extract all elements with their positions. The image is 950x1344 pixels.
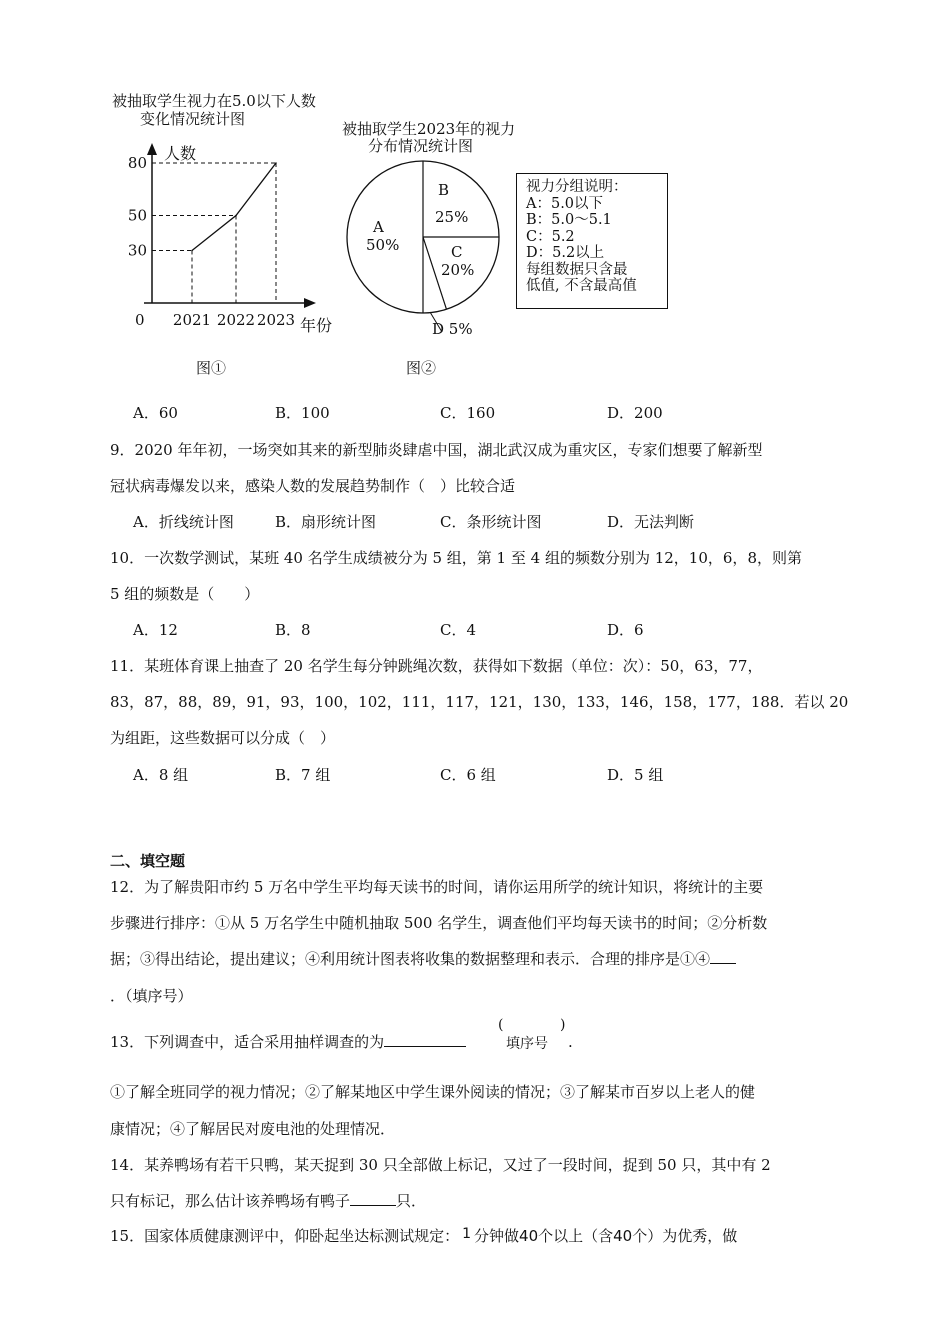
q9-option-a[interactable]: A．折线统计图: [133, 513, 234, 531]
x-tick-label: 2023: [256, 311, 296, 329]
q15-line-1: [110, 1225, 737, 1246]
slice-c-name: C: [451, 243, 463, 261]
x-tick-label: 2022: [216, 311, 256, 329]
legend-c: C：5.2: [526, 228, 575, 245]
q12-line-1: 12．为了解贵阳市约 5 万名中学生平均每天读书的时间，请你运用所学的统计知识，将统计的主要: [110, 878, 764, 896]
pie-chart: [340, 155, 510, 345]
legend-b: B：5.0～5.1: [526, 212, 612, 228]
legend-title: 视力分组说明：: [526, 179, 628, 195]
q8-option-c[interactable]: C．160: [440, 404, 496, 422]
q12-line-3-text: 据；③得出结论，提出建议；④利用统计图表将收集的数据整理和表示．合理的排序是①④: [110, 950, 711, 968]
q13-line-2: ①了解全班同学的视力情况；②了解某地区中学生课外阅读的情况；③了解某市百岁以上老人的健: [110, 1083, 756, 1101]
q13-text: 13．下列调查中，适合采用抽样调查的为: [110, 1033, 385, 1051]
origin-label: 0: [135, 311, 145, 329]
y-axis-label: 人数: [164, 144, 197, 163]
section-title: 二、填空题: [110, 852, 186, 870]
q11-line-3: 为组距，这些数据可以分成（ ）: [110, 729, 336, 747]
legend-box: [516, 173, 668, 309]
q13-answer-blank[interactable]: [384, 1032, 466, 1047]
x-tick-label: 2021: [172, 311, 212, 329]
q10-line-2: 5 组的频数是（ ）: [110, 585, 260, 603]
q13-line-3: 康情况；④了解居民对废电池的处理情况．: [110, 1120, 396, 1138]
q15-mid-2: 个以上（含: [538, 1227, 614, 1245]
q14-line-2-pre: 只有标记，那么估计该养鸭场有鸭子: [110, 1192, 351, 1210]
y-tick-label: 50: [127, 206, 147, 225]
x-axis-arrow: [304, 298, 316, 308]
data-line: [192, 163, 276, 251]
q9-line-2: 冠状病毒爆发以来，感染人数的发展趋势制作（ ）比较合适: [110, 477, 516, 495]
q15-num-1: 1: [462, 1226, 472, 1242]
q12-line-4: ．（填序号）: [110, 987, 193, 1005]
legend-note-2: 低值, 不含最高值: [526, 278, 637, 294]
legend-d: D：5.2以上: [526, 245, 605, 261]
x-axis-label: 年份: [300, 316, 333, 335]
y-axis-arrow: [147, 143, 157, 155]
q14-line-2: [110, 1190, 426, 1211]
q10-option-d[interactable]: D．6: [607, 621, 644, 639]
q13-line-1: [110, 1031, 466, 1052]
legend-note-1: 每组数据只含最: [526, 261, 628, 278]
slice-a-name: A: [373, 218, 384, 236]
q13-end: .: [568, 1033, 573, 1051]
slice-c-pct: 20%: [441, 261, 475, 279]
q8-option-d[interactable]: D．200: [607, 404, 663, 422]
q8-option-b[interactable]: B．100: [275, 404, 330, 422]
q11-line-1: 11．某班体育课上抽查了 20 名学生每分钟跳绳次数，获得如下数据（单位：次）：50，63，77，: [110, 657, 763, 675]
q9-option-c[interactable]: C．条形统计图: [440, 513, 542, 531]
q15-mid-1: 分钟做: [474, 1227, 520, 1245]
q11-option-a[interactable]: A．8 组: [133, 766, 189, 784]
q11-option-b[interactable]: B．7 组: [275, 766, 331, 784]
q15-post: 个）为优秀，做: [632, 1227, 738, 1245]
line-chart-title-1: 被抽取学生视力在5.0以下人数: [112, 92, 316, 110]
q15-pre: 15．国家体质健康测评中，仰卧起坐达标测试规定：: [110, 1227, 460, 1245]
q14-line-2-post: 只．: [396, 1192, 427, 1210]
q13-hint: 填序号: [506, 1036, 548, 1052]
line-chart-title-2: 变化情况统计图: [140, 110, 246, 128]
q15-num-2: 40: [519, 1227, 539, 1245]
q15-num-3: 40: [613, 1227, 633, 1245]
q9-option-b[interactable]: B．扇形统计图: [275, 513, 377, 531]
figure-1-caption: 图①: [196, 359, 227, 377]
q12-line-2: 步骤进行排序：①从 5 万名学生中随机抽取 500 名学生，调查他们平均每天读书的时间；②分析数: [110, 914, 768, 932]
q13-paren-close: ): [560, 1017, 566, 1033]
legend-a: A：5.0以下: [526, 195, 604, 212]
pie-chart-title-1: 被抽取学生2023年的视力: [342, 120, 516, 138]
y-tick-label: 30: [127, 241, 147, 260]
q12-line-3: [110, 948, 736, 969]
slice-d-label: D 5%: [432, 320, 473, 338]
q11-option-c[interactable]: C．6 组: [440, 766, 496, 784]
line-chart: [120, 135, 340, 340]
figure-2-caption: 图②: [406, 359, 437, 377]
q10-option-b[interactable]: B．8: [275, 621, 311, 639]
q8-option-a[interactable]: A．60: [133, 404, 178, 422]
q14-line-1: 14．某养鸭场有若干只鸭，某天捉到 30 只全部做上标记，又过了一段时间，捉到 50 只，其中有 2: [110, 1156, 771, 1174]
q9-option-d[interactable]: D．无法判断: [607, 513, 695, 531]
q13-paren-open: (: [498, 1017, 504, 1033]
q10-option-a[interactable]: A．12: [133, 621, 178, 639]
q11-line-2: 83，87，88，89，91，93，100，102，111，117，121，130，133，146，158，177，188．若以 20: [110, 693, 849, 711]
y-tick-label: 80: [127, 154, 147, 172]
q14-answer-blank[interactable]: [350, 1191, 396, 1206]
q10-line-1: 10．一次数学测试，某班 40 名学生成绩被分为 5 组，第 1 至 4 组的频数分别为 12，10，6，8，则第: [110, 549, 802, 567]
slice-a-pct: 50%: [366, 236, 400, 254]
q10-option-c[interactable]: C．4: [440, 621, 477, 639]
q11-option-d[interactable]: D．5 组: [607, 766, 664, 784]
q12-answer-blank[interactable]: [710, 949, 736, 964]
slice-b-pct: 25%: [435, 208, 469, 226]
slice-b-name: B: [438, 181, 450, 199]
pie-chart-title-2: 分布情况统计图: [368, 137, 474, 155]
q9-line-1: 9．2020 年年初，一场突如其来的新型肺炎肆虐中国，湖北武汉成为重灾区，专家们想要了解新型: [110, 441, 763, 459]
